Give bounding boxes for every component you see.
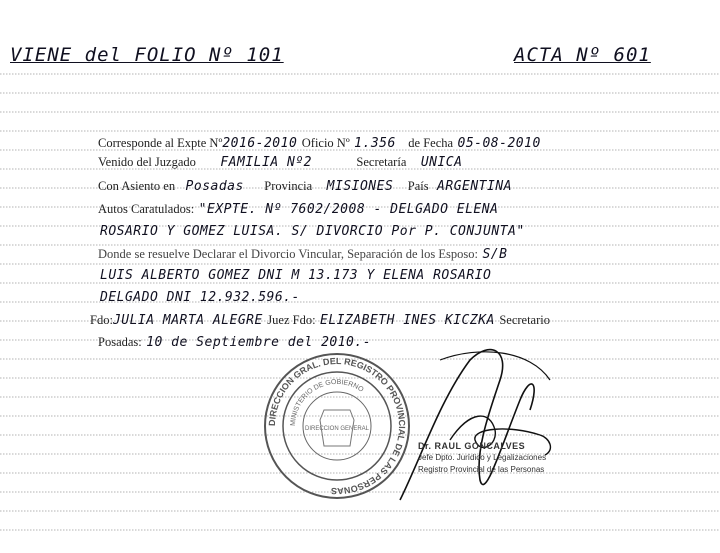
juzgado-row	[98, 153, 462, 171]
fecha-label: de Fecha	[408, 136, 454, 150]
posadas-label: Posadas:	[98, 335, 142, 349]
asiento-value: Posadas	[185, 179, 244, 194]
official-title-line2: Registro Provincial de las Personas	[418, 465, 545, 474]
stamp-outer-text: DIRECCION GRAL. DEL REGISTRO PROVINCIAL DE LAS PERSONAS	[266, 355, 408, 497]
pais-label: País	[407, 179, 429, 193]
autos-label: Autos Caratulados:	[98, 202, 195, 216]
stamp-center-text: DIRECCION GENERAL	[304, 426, 370, 432]
pais-value: ARGENTINA	[437, 179, 512, 194]
juez-label: Juez Fdo:	[267, 313, 316, 327]
autos-row-2	[100, 222, 525, 240]
posadas-row	[98, 333, 371, 351]
autos-line2: ROSARIO Y GOMEZ LUISA. S/ DIVORCIO Por P. CONJUNTA"	[100, 224, 525, 239]
oficio-value: 1.356	[354, 136, 396, 151]
autos-line1: "EXPTE. Nº 7602/2008 - DELGADO ELENA	[198, 202, 499, 217]
official-title-line1: Jefe Dpto. Jurídico y Legalizaciones	[418, 453, 547, 462]
official-name: Dr. RAUL GONCALVES	[418, 441, 526, 451]
secretario-label: Secretario	[499, 313, 550, 327]
esposos-row-1	[100, 266, 491, 284]
expte-value: 2016-2010	[222, 136, 298, 151]
oficio-label: Oficio Nº	[301, 136, 350, 150]
signature-block	[418, 440, 546, 476]
esposos-line2: DELGADO DNI 12.932.596.-	[100, 290, 300, 305]
acta-header: ACTA Nº 601	[514, 44, 651, 66]
fecha-value: 05-08-2010	[457, 136, 541, 151]
corresponde-label: Corresponde al Expte Nº	[98, 136, 223, 150]
juez-value: ELIZABETH INES KICZKA	[320, 313, 495, 328]
juzgado-value: FAMILIA Nº2	[220, 155, 312, 170]
signature-scribble-icon	[380, 340, 580, 510]
donde-label: Donde se resuelve Declarar el Divorcio Vincular, Separación de los Esposo:	[98, 247, 478, 261]
asiento-row	[98, 177, 512, 195]
donde-value: S/B	[482, 247, 508, 262]
fdo-label: Fdo:	[90, 313, 113, 327]
esposos-row-2	[100, 288, 300, 306]
expte-row	[98, 134, 541, 152]
posadas-value: 10 de Septiembre del 2010.-	[146, 335, 372, 350]
autos-row	[98, 200, 498, 218]
venido-label: Venido del Juzgado	[98, 155, 196, 169]
provincia-label: Provincia	[264, 179, 313, 193]
stamp-inner-text: MINISTERIO DE GOBIERNO	[289, 378, 365, 427]
fdo-value: JULIA MARTA ALEGRE	[112, 313, 263, 328]
secretaria-label: Secretaría	[356, 155, 407, 169]
secretaria-value: UNICA	[420, 155, 463, 170]
asiento-label: Con Asiento en	[98, 179, 176, 193]
provincia-value: MISIONES	[326, 179, 394, 194]
folio-header: VIENE del FOLIO Nº 101	[10, 44, 284, 66]
fdo-row	[90, 311, 550, 329]
esposos-line1: LUIS ALBERTO GOMEZ DNI M 13.173 Y ELENA ROSARIO	[100, 268, 492, 283]
donde-row	[98, 245, 507, 263]
